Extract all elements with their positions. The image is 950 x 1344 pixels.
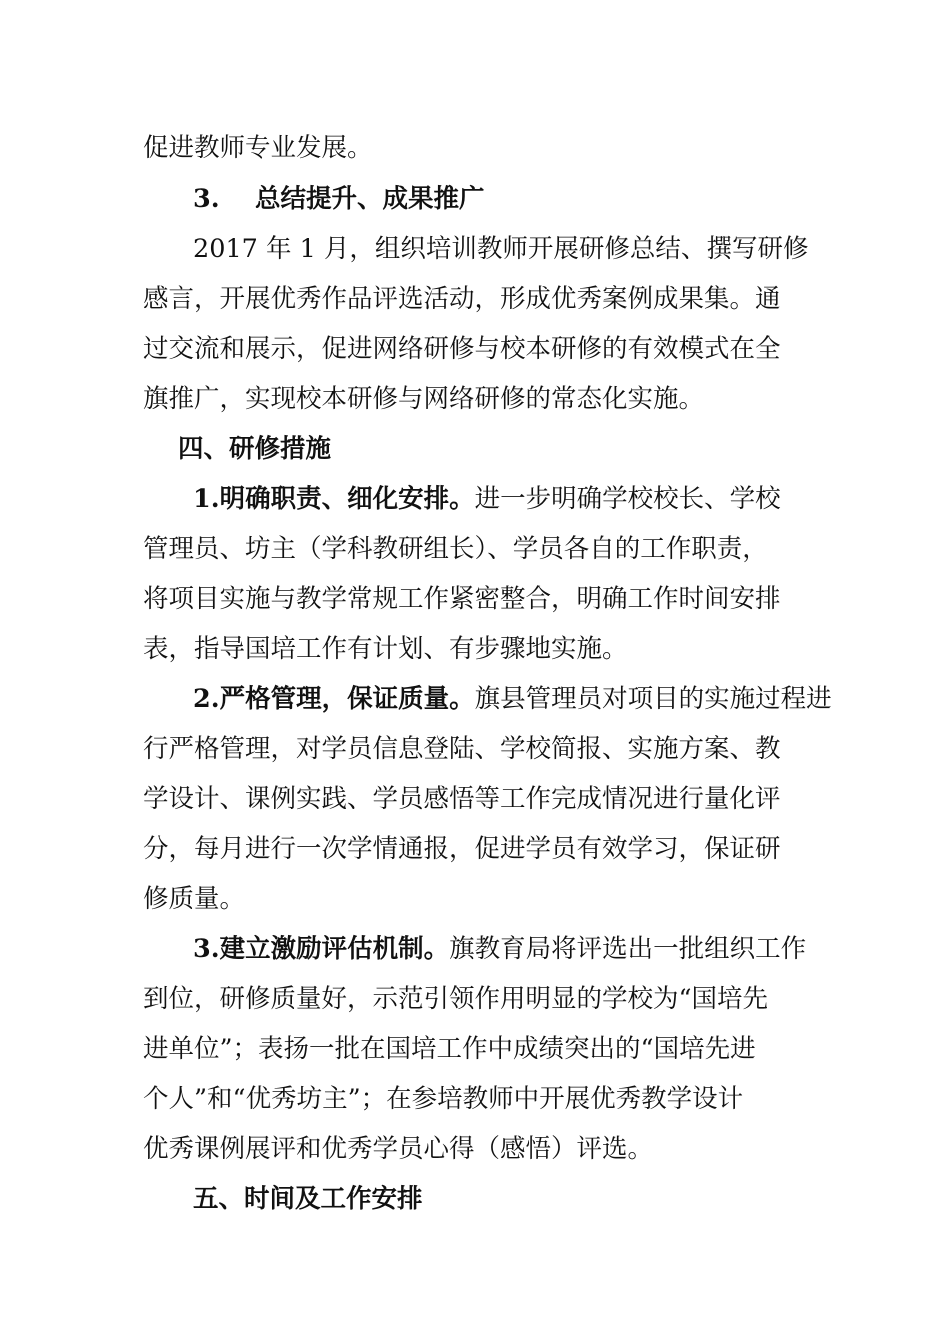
section-heading [193,1184,423,1214]
paragraph-line [193,484,781,514]
item-number: 3. [193,934,220,964]
paragraph-line [143,384,705,414]
item-number: 2. [193,684,220,714]
line-text: 进一步明确学校校长、学校 [474,484,781,514]
paragraph-line [193,934,807,964]
paragraph-line [143,834,781,864]
paragraph-line [143,984,769,1014]
line-text: 旗教育局将评选出一批组织工作 [449,934,807,964]
line-text: 过交流和展示，促进网络研修与校本研修的有效模式在全 [143,334,781,364]
line-text: 分，每月进行一次学情通报，促进学员有效学习，保证研 [143,834,781,864]
paragraph-line [143,284,781,314]
item-number: 1. [193,484,220,514]
heading-text: 总结提升、成果推广 [255,184,485,214]
item-bold-lead: 严格管理，保证质量。 [219,684,475,714]
paragraph-line [193,684,832,714]
line-text: 将项目实施与教学常规工作紧密整合，明确工作时间安排 [143,584,781,614]
subsection-heading [193,184,485,214]
line-text: 修质量。 [143,884,246,914]
heading-text: 五、时间及工作安排 [193,1184,423,1214]
paragraph-line [143,334,781,364]
line-text: 到位，研修质量好，示范引领作用明显的学校为“国培先 [143,984,769,1014]
paragraph-line [143,584,781,614]
paragraph-line [193,234,809,264]
heading-number: 3. [193,184,220,214]
paragraph-line [143,884,246,914]
line-text: 旗县管理员对项目的实施过程进 [474,684,832,714]
section-heading [178,434,332,464]
line-text: 促进教师专业发展。 [143,133,373,163]
line-text: 优秀课例展评和优秀学员心得（感悟）评选。 [143,1134,654,1164]
paragraph-line [143,734,781,764]
line-text: 个人”和“优秀坊主”；在参培教师中开展优秀教学设计 [143,1084,744,1114]
line-text: 感言，开展优秀作品评选活动，形成优秀案例成果集。通 [143,284,781,314]
heading-text: 四、研修措施 [178,434,332,464]
paragraph-line [143,1034,756,1064]
line-text: 管理员、坊主（学科教研组长）、学员各自的工作职责， [143,534,768,564]
paragraph-line [143,534,768,564]
item-bold-lead: 明确职责、细化安排。 [219,484,475,514]
line-text: 表，指导国培工作有计划、有步骤地实施。 [143,634,628,664]
line-text: 行严格管理，对学员信息登陆、学校简报、实施方案、教 [143,734,781,764]
paragraph-line [143,634,628,664]
paragraph-line [143,784,781,814]
line-text: 旗推广，实现校本研修与网络研修的常态化实施。 [143,384,705,414]
paragraph-line [143,133,373,163]
item-bold-lead: 建立激励评估机制。 [219,934,450,964]
paragraph-line [143,1084,744,1114]
line-text: 进单位”；表扬一批在国培工作中成绩突出的“国培先进 [143,1034,756,1064]
paragraph-line [143,1134,654,1164]
line-text: 2017 年 1 月，组织培训教师开展研修总结、撰写研修 [193,234,809,264]
line-text: 学设计、课例实践、学员感悟等工作完成情况进行量化评 [143,784,781,814]
